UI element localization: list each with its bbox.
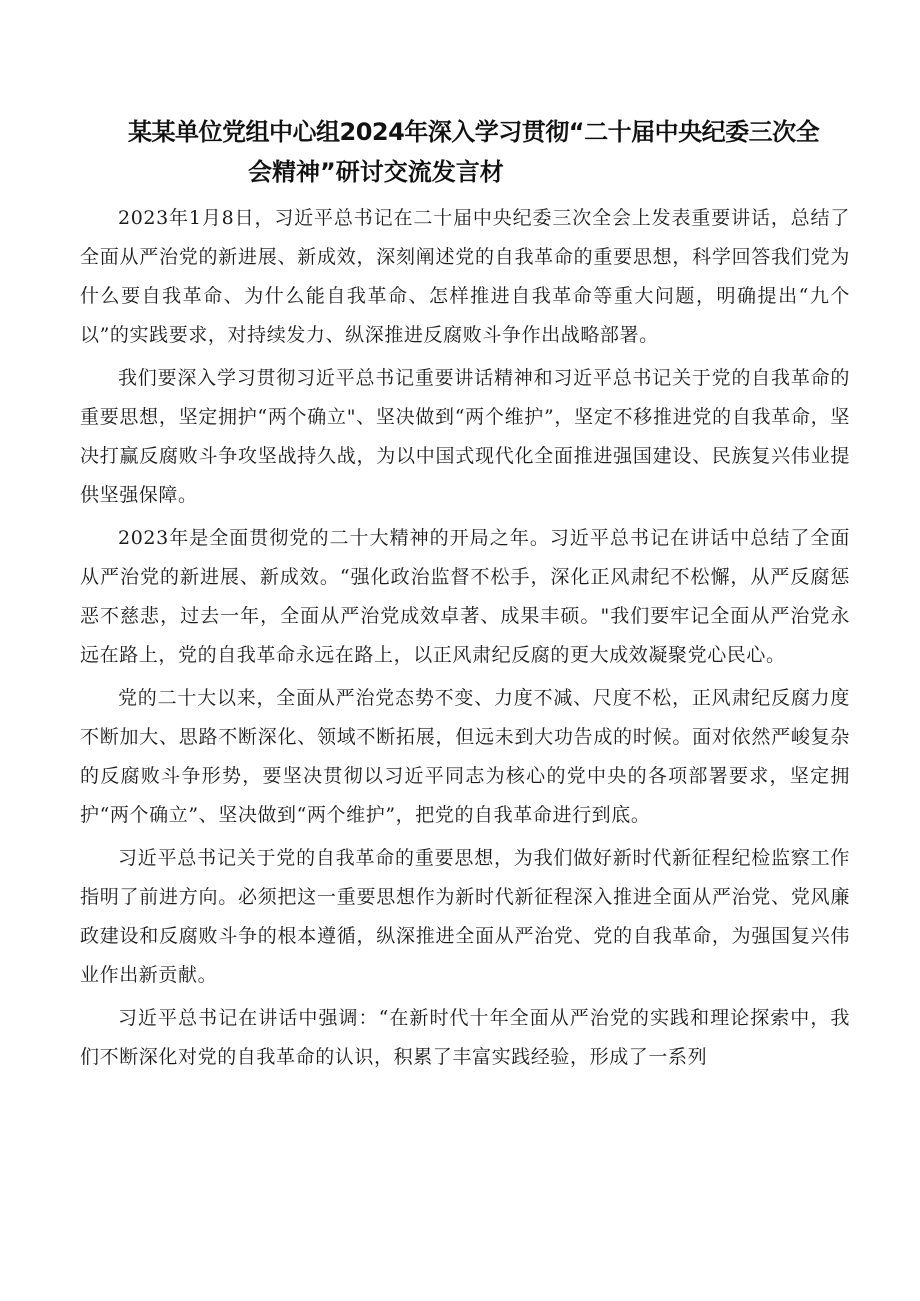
title-line-1: 某某单位党组中心组2024年深入学习贯彻“二十届中央纪委三次全: [128, 118, 820, 146]
document-body: [80, 199, 850, 1081]
paragraph-6: 习近平总书记在讲话中强调：“在新时代十年全面从严治党的实践和理论探索中，我们不断深化对党的自我革命的认识，积累了丰富实践经验，形成了一系列: [80, 1007, 850, 1068]
paragraph-4: 党的二十大以来，全面从严治党态势不变、力度不减、尺度不松，正风肃纪反腐力度不断加大、思路不断深化、领域不断拓展，但远未到大功告成的时候。面对依然严峻复杂的反腐败斗争形势，要坚决贯彻以习近平同志为核心的党中央的各项部署要求，坚定拥护“两个确立”、坚决做到“两个维护”，把党的自我革命进行到底。: [80, 687, 850, 826]
document-title: [80, 112, 880, 192]
paragraph-1: 2023年1月8日，习近平总书记在二十届中央纪委三次全会上发表重要讲话，总结了全面从严治党的新进展、新成效，深刻阐述党的自我革命的重要思想，科学回答我们党为什么要自我革命、为什么能自我革命、怎样推进自我革命等重大问题，明确提出“九个以”的实践要求，对持续发力、纵深推进反腐败斗争作出战略部署。: [80, 207, 850, 346]
paragraph-5: 习近平总书记关于党的自我革命的重要思想，为我们做好新时代新征程纪检监察工作指明了前进方向。必须把这一重要思想作为新时代新征程深入推进全面从严治党、党风廉政建设和反腐败斗争的根本遵循，纵深推进全面从严治党、党的自我革命，为强国复兴伟业作出新贡献。: [80, 847, 850, 986]
title-line-2: 会精神”研讨交流发言材: [248, 158, 504, 186]
paragraph-2: 我们要深入学习贯彻习近平总书记重要讲话精神和习近平总书记关于党的自我革命的重要思想，坚定拥护“两个确立"、坚决做到“两个维护”，坚定不移推进党的自我革命，坚决打赢反腐败斗争攻坚战持久战，为以中国式现代化全面推进强国建设、民族复兴伟业提供坚强保障。: [80, 367, 850, 506]
paragraph-3: 2023年是全面贯彻党的二十大精神的开局之年。习近平总书记在讲话中总结了全面从严治党的新进展、新成效。“强化政治监督不松手，深化正风肃纪不松懈，从严反腐惩恶不慈悲，过去一年，全面从严治党成效卓著、成果丰硕。"我们要牢记全面从严治党永远在路上，党的自我革命永远在路上，以正风肃纪反腐的更大成效凝聚党心民心。: [80, 527, 850, 666]
